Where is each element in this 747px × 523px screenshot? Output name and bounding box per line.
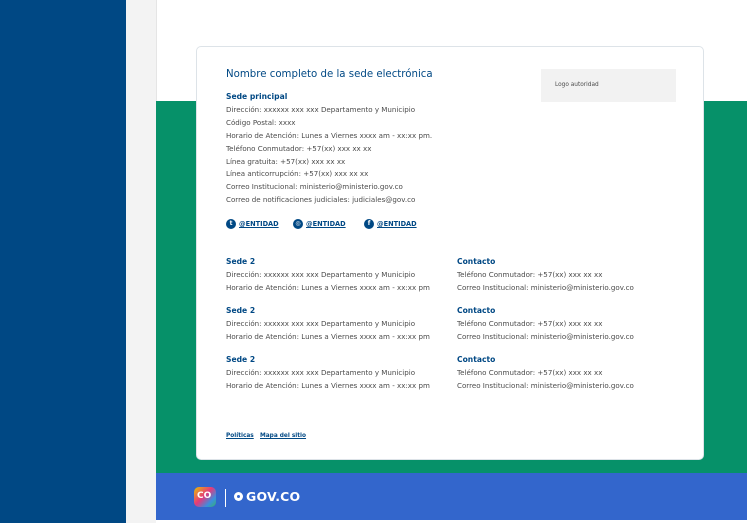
facebook-handle-link[interactable]: @ENTIDAD xyxy=(377,220,417,228)
social-instagram[interactable] xyxy=(293,219,346,229)
contact-email: Correo Institucional: ministerio@ministerio.gov.co xyxy=(457,283,634,292)
gov-co-emblem-icon xyxy=(234,492,243,501)
social-twitter[interactable] xyxy=(226,219,279,229)
sede-address: Dirección: xxxxxx xxx xxx Departamento y Municipio xyxy=(226,319,416,328)
twitter-handle-link[interactable]: @ENTIDAD xyxy=(239,220,279,228)
gov-co-bar xyxy=(156,473,747,520)
sitemap-link[interactable]: Mapa del sitio xyxy=(260,433,307,439)
left-sidebar-strip xyxy=(0,0,126,523)
sede-heading: Sede 2 xyxy=(226,257,256,266)
sede-hours: Horario de Atención: Lunes a Viernes xxxx am - xx:xx pm xyxy=(226,381,430,390)
social-facebook[interactable] xyxy=(364,219,417,229)
contact-email: Correo Institucional: ministerio@ministerio.gov.co xyxy=(457,332,634,341)
main-free-line: Línea gratuita: +57(xx) xxx xx xx xyxy=(226,157,346,166)
twitter-icon: t xyxy=(226,219,236,229)
contact-heading: Contacto xyxy=(457,306,496,315)
logo-placeholder-label: Logo autoridad xyxy=(555,82,599,88)
main-phone: Teléfono Conmutador: +57(xx) xxx xx xx xyxy=(226,144,372,153)
co-brand-logo[interactable] xyxy=(194,487,216,507)
main-judicial-email: Correo de notificaciones judiciales: judiciales@gov.co xyxy=(226,195,416,204)
contact-email: Correo Institucional: ministerio@ministerio.gov.co xyxy=(457,381,634,390)
sede-address: Dirección: xxxxxx xxx xxx Departamento y Municipio xyxy=(226,270,416,279)
sede-title: Nombre completo de la sede electrónica xyxy=(226,69,433,80)
contact-heading: Contacto xyxy=(457,355,496,364)
sede-heading: Sede 2 xyxy=(226,355,256,364)
facebook-icon: f xyxy=(364,219,374,229)
main-anticorruption-line: Línea anticorrupción: +57(xx) xxx xx xx xyxy=(226,169,369,178)
authority-logo-placeholder xyxy=(541,69,676,102)
sede-heading: Sede 2 xyxy=(226,306,256,315)
contact-phone: Teléfono Conmutador: +57(xx) xxx xx xx xyxy=(457,368,603,377)
sede-hours: Horario de Atención: Lunes a Viernes xxxx am - xx:xx pm xyxy=(226,283,430,292)
main-address: Dirección: xxxxxx xxx xxx Departamento y Municipio xyxy=(226,105,416,114)
contact-phone: Teléfono Conmutador: +57(xx) xxx xx xx xyxy=(457,319,603,328)
main-sede-heading: Sede principal xyxy=(226,92,288,101)
logo-separator xyxy=(225,489,226,507)
sede-hours: Horario de Atención: Lunes a Viernes xxxx am - xx:xx pm xyxy=(226,332,430,341)
main-hours: Horario de Atención: Lunes a Viernes xxxx am - xx:xx pm. xyxy=(226,131,433,140)
co-logo-text: CO xyxy=(197,491,212,501)
instagram-handle-link[interactable]: @ENTIDAD xyxy=(306,220,346,228)
footer-card xyxy=(196,46,704,460)
main-postal-code: Código Postal: xxxx xyxy=(226,118,296,127)
instagram-icon: ◎ xyxy=(293,219,303,229)
policies-link[interactable]: Políticas xyxy=(226,433,254,439)
contact-phone: Teléfono Conmutador: +57(xx) xxx xx xx xyxy=(457,270,603,279)
sede-address: Dirección: xxxxxx xxx xxx Departamento y Municipio xyxy=(226,368,416,377)
gov-co-link[interactable]: GOV.CO xyxy=(246,489,301,504)
main-email: Correo Institucional: ministerio@ministerio.gov.co xyxy=(226,182,403,191)
page-gutter xyxy=(126,0,156,523)
contact-heading: Contacto xyxy=(457,257,496,266)
